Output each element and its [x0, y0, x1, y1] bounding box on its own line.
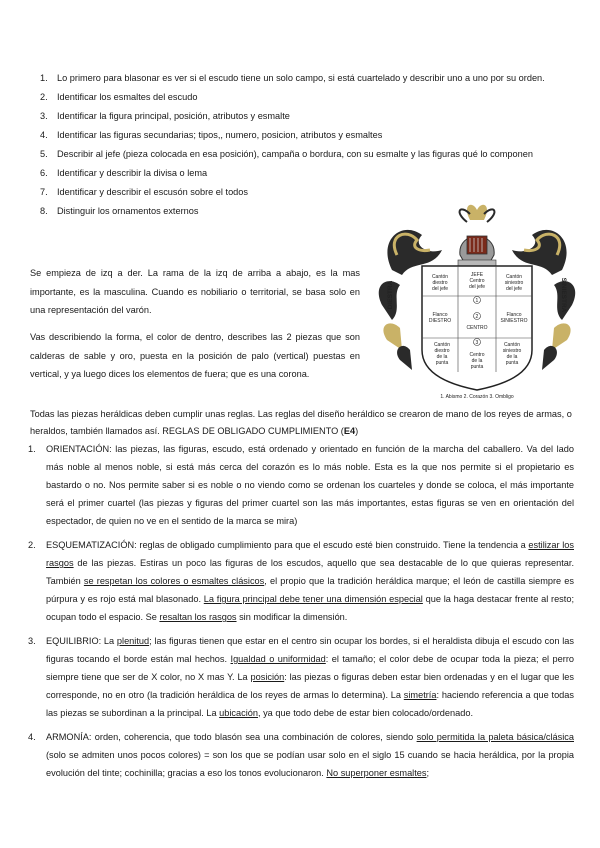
marker-1: 1	[475, 298, 479, 304]
rule-title: ESQUEMATIZACIÓN:	[46, 540, 137, 550]
reading-order-paragraph: Se empieza de izq a der. La rama de la izq de arriba a abajo, es la mas importante, es la masculina. Cuando es nobiliario o territorial, se basa solo en una representación del varón.	[30, 268, 360, 315]
cell-bc-3: punta	[470, 364, 484, 370]
cell-bl-2: diestro	[434, 348, 450, 354]
rule-title: ARMONÍA:	[46, 732, 92, 742]
cell-tl-3: del jefe	[431, 286, 449, 292]
cell-mc: CENTRO	[466, 325, 488, 331]
rules-list	[28, 440, 574, 788]
cell-tl-2: diestro	[432, 280, 448, 286]
figure-legend: 1. Abismo 2. Corazón 3. Ombligo	[440, 394, 514, 400]
shield-svg	[372, 200, 582, 400]
cell-mr-2: SINIESTRO	[500, 318, 528, 324]
cell-tr-1: Cantón	[505, 274, 523, 280]
cell-tr-2: siniestro	[504, 280, 524, 286]
cell-tc-3: del jefe	[468, 284, 486, 290]
cell-tl-1: Cantón	[431, 274, 449, 280]
cell-bl-3: de la	[436, 354, 448, 360]
cell-br-2: siniestro	[502, 348, 522, 354]
crest-plumes	[460, 205, 495, 222]
cell-br-3: de la	[506, 354, 518, 360]
rule-title: EQUILIBRIO:	[46, 636, 102, 646]
rule-title: ORIENTACIÓN:	[46, 444, 112, 454]
list-item: 4. Identificar las figuras secundarias; tipos,, numero, posicion, atributos y esmaltes	[40, 130, 383, 140]
step-text: Identificar y describir la divisa o lema	[57, 168, 208, 178]
rules-intro: Todas las piezas heráldicas deben cumplir unas reglas. Las reglas del diseño heráldico se crearon de mano de los reyes de armas, o heraldos, también llamados así. REGLAS DE OBLIGADO CUMPLIMIENTO (E4)	[30, 409, 572, 436]
cell-bc-2: de la	[471, 358, 483, 364]
cell-ml-2: DIESTRO	[428, 318, 452, 324]
cell-tr-3: del jefe	[505, 286, 523, 292]
step-text: Distinguir los ornamentos externos	[57, 206, 199, 216]
list-item: 7. Identificar y describir el escusón sobre el todos	[40, 187, 248, 197]
cell-bl-4: punta	[435, 360, 449, 366]
helmet	[458, 236, 496, 266]
marker-2: 2	[475, 314, 479, 320]
list-item: 2. Identificar los esmaltes del escudo	[40, 92, 198, 102]
list-item: 3. EQUILIBRIO: La plenitud; las figuras tienen que estar en el centro sin ocupar los bordes, si el heraldista dibuja el escudo con las figuras tocando el borde están mal hechos. Igualdad o uniformidad: el tamaño; el color debe de ocupar toda la pieza; el perro siempre tiene que ser de X color, no X mas Y. La posición: las piezas o figuras deben estar bien ordenadas y en el lugar que les corresponde, no en otro (la tradición heráldica de los reyes de armas lo determina). La simetría: haciendo referencia a que todas las piezas se subordinan a la principal. La ubicación, ya que todo debe de estar bien colocado/ordenado.	[28, 636, 574, 718]
cell-mr-1: Flanco	[506, 312, 522, 318]
cell-ml-1: Flanco	[432, 312, 448, 318]
marker-3: 3	[475, 340, 479, 346]
list-item: 1. Lo primero para blasonar es ver si el escudo tiene un solo campo, si está cuartelado y describir uno a uno por su orden.	[40, 73, 545, 83]
step-text: Describir al jefe (pieza colocada en esa posición), campaña o bordura, con su esmalte y las figuras qué lo componen	[57, 149, 533, 159]
step-text: Identificar los esmaltes del escudo	[57, 92, 198, 102]
list-item: 1. ORIENTACIÓN: las piezas, las figuras, escudo, está ordenado y orientado en función de la marcha del caballero. Va del lado más noble al menos noble, si está más cerca del corazón es lo más noble. Esta es la que nos permite si el propietario es bastardo o no. Nos permite saber si es noble o no viendo como se ordenan los cuarteles y donde se coloca, el más importante será el primer cuartel (las piezas y figuras del primer cuartel son las más importantes, estas figuras se ven en orientación del espectador, de quien no ve en el sentido de la marca se mira)	[28, 444, 574, 526]
step-text: Lo primero para blasonar es ver si el escudo tiene un solo campo, si está cuartelado y describir uno a uno por su orden.	[57, 73, 545, 83]
step-text: Identificar la figura principal, posición, atributos y esmalte	[57, 111, 290, 121]
cell-bc-1: Centro	[469, 352, 485, 358]
cell-br-1: Cantón	[503, 342, 521, 348]
list-item: 6. Identificar y describir la divisa o lema	[40, 168, 208, 178]
diestra-label: DIESTRA	[387, 280, 394, 310]
list-item: 5. Describir al jefe (pieza colocada en esa posición), campaña o bordura, con su esmalte y las figuras qué lo componen	[40, 149, 533, 159]
list-item: 3. Identificar la figura principal, posición, atributos y esmalte	[40, 111, 290, 121]
step-text: Identificar y describir el escusón sobre el todos	[57, 187, 248, 197]
shield-diagram	[372, 200, 582, 400]
siniestra-label: SINIESTRA	[560, 277, 567, 313]
cell-bl-1: Cantón	[433, 342, 451, 348]
list-item: 8. Distinguir los ornamentos externos	[40, 206, 199, 216]
cell-br-4: punta	[505, 360, 519, 366]
description-paragraph: Vas describiendo la forma, el color de dentro, describes las 2 piezas que son calderas de sable y oro, puesta en la posición de palo (vertical) puestas en vertical, y ya luego dices los elementos de fuera; que es una corona.	[30, 332, 360, 379]
step-text: Identificar las figuras secundarias; tipos,, numero, posicion, atributos y esmaltes	[57, 130, 383, 140]
cell-tc-1: JEFE	[470, 272, 484, 278]
list-item: 4. ARMONÍA: orden, coherencia, que todo blasón sea una combinación de colores, siendo solo permitida la paleta básica/clásica (solo se admiten unos pocos colores) = son los que se podían usar solo en el siglo 15 cuando se hacia heráldica, por la propia evolución del tinte; cochinilla; gracias a eso los tonos evolucionaron. No superponer esmaltes;	[28, 732, 574, 778]
list-item: 2. ESQUEMATIZACIÓN: reglas de obligado cumplimiento para que el escudo esté bien construido. Tiene la tendencia a estilizar los rasgos de las piezas. Estiras un poco las figuras de los escudos, aquello que sea destacable de lo que quieras representar. También se respetan los colores o esmaltes clásicos, el propio que la tradición heráldica marque; el león de castilla siempre es púrpura y es rojo está mal blasonado. La figura principal debe tener una dimensión especial que la haga destacar frente al resto; ocupan todo el espacio. Se resaltan los rasgos sin modificar la dimensión.	[28, 540, 575, 622]
cell-tc-2: Centro	[469, 278, 485, 284]
